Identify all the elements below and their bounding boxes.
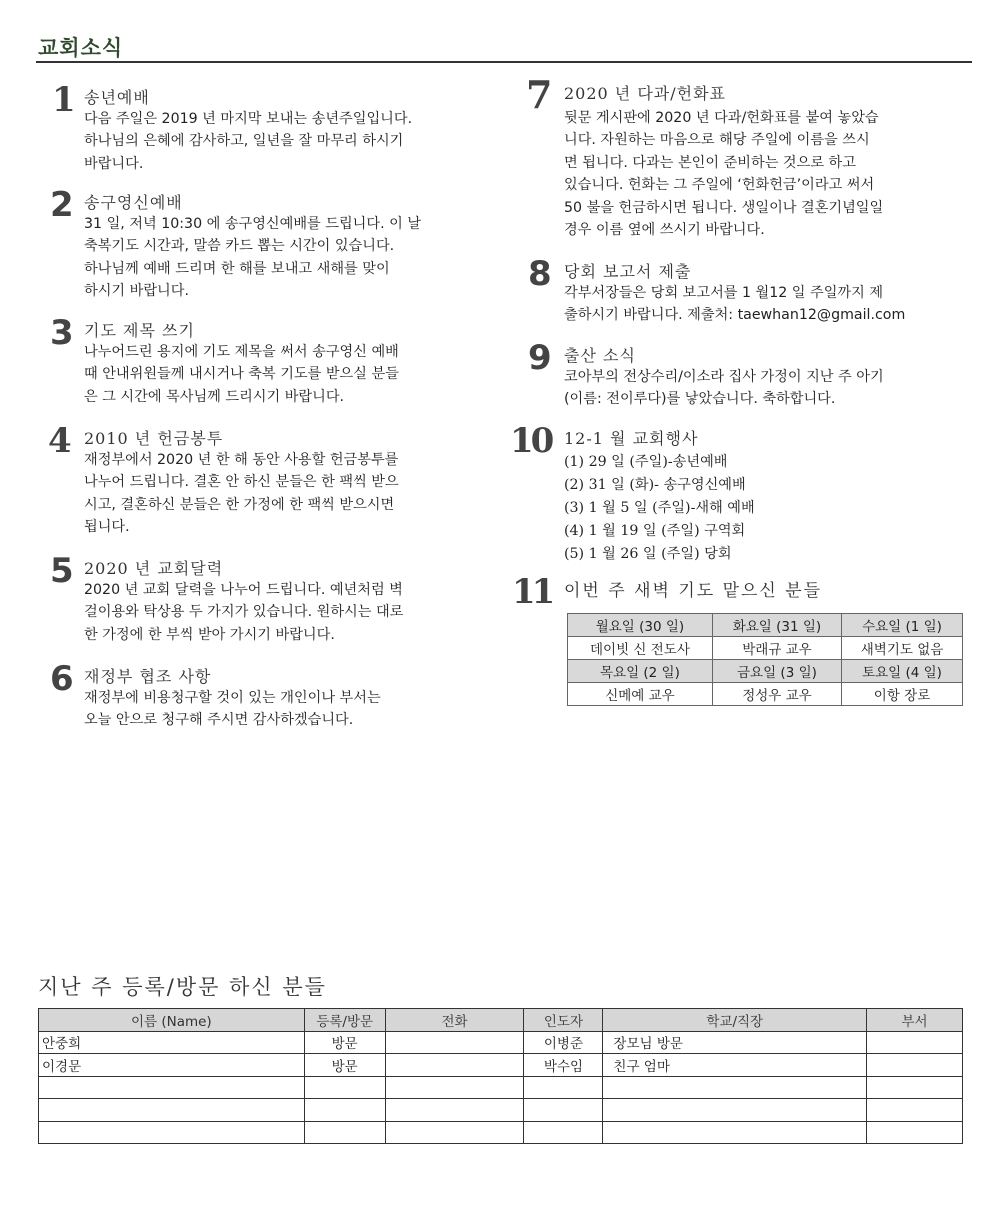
column-header-guide: 인도자 (524, 1009, 603, 1032)
item-body: 31 일, 저녁 10:30 에 송구영신예배를 드립니다. 이 날 축복기도 시간과, 말씀 카드 뽑는 시간이 있습니다. 하나님께 예배 드리며 한 해를 보내고 새해를 맞이 하시기 바랍니다. (84, 216, 422, 300)
item-body: 각부서장들은 당회 보고서를 1 월12 일 주일까지 제 출하시기 바랍니다. 제출처: taewhan12@gmail.com (564, 285, 906, 324)
item-body: 코아부의 전상수리/이소라 집사 가정이 지난 주 아기 (이름: 전이루다)를 낳았습니다. 축하합니다. (564, 369, 884, 408)
item-body: 뒷문 게시판에 2020 년 다과/헌화표를 붙여 놓았습 니다. 자원하는 마음으로 해당 주일에 이름을 쓰시 면 됩니다. 다과는 본인이 준비하는 것으로 하고 있습니다. 헌화는 그 주일에 ‘헌화헌금’이라고 써서 50 불을 헌금하시면 됩니다. 생일이나 결혼기념일일 경우 이름 옆에 쓰시기 바랍니다. (564, 110, 884, 239)
announcement-5 (50, 551, 500, 654)
item-number: 6 (50, 659, 74, 699)
visitor-name (39, 1076, 305, 1099)
event-item: (2) 31 일 (화)- 송구영신예배 (564, 477, 746, 493)
visitor-phone (385, 1076, 524, 1099)
prayer-leader-cell: 정성우 교우 (712, 683, 841, 706)
prayer-leader-row (568, 683, 963, 706)
visitor-guide (524, 1099, 603, 1122)
announcement-1 (52, 80, 502, 183)
item-number: 1 (52, 80, 76, 120)
visitor-department (867, 1054, 963, 1077)
visitor-school-work: 친구 엄마 (603, 1054, 867, 1077)
item-heading: 송구영신예배 (84, 193, 183, 212)
visitor-name: 이경문 (39, 1054, 305, 1077)
visitor-guide (524, 1076, 603, 1099)
item-heading: 이번 주 새벽 기도 맡으신 분들 (564, 581, 823, 601)
item-number: 8 (528, 254, 552, 294)
item-number: 7 (526, 72, 553, 117)
item-number: 5 (50, 551, 74, 591)
title-divider (36, 61, 972, 63)
announcement-7 (526, 72, 976, 248)
item-number: 10 (510, 421, 552, 461)
item-body: 재정부에 비용청구할 것이 있는 개인이나 부서는 오늘 안으로 청구해 주시면 감사하겠습니다. (84, 690, 381, 729)
visitor-phone (385, 1099, 524, 1122)
item-heading: 출산 소식 (564, 346, 636, 365)
visitor-phone (385, 1054, 524, 1077)
item-number: 9 (528, 338, 552, 378)
event-item: (5) 1 월 26 일 (주일) 당회 (564, 546, 732, 562)
table-row (39, 1076, 963, 1099)
visitor-school-work (603, 1076, 867, 1099)
item-number: 11 (512, 572, 552, 612)
item-heading: 재정부 협조 사항 (84, 667, 212, 686)
event-item: (4) 1 월 19 일 (주일) 구역회 (564, 523, 746, 539)
visitor-name (39, 1099, 305, 1122)
item-body: 다음 주일은 2019 년 마지막 보내는 송년주일입니다. 하나님의 은혜에 감사하고, 일년을 잘 마무리 하시기 바랍니다. (84, 111, 413, 172)
event-item: (1) 29 일 (주일)-송년예배 (564, 454, 728, 470)
prayer-day-row (568, 660, 963, 683)
prayer-day-cell: 목요일 (2 일) (568, 660, 713, 683)
visitor-department (867, 1121, 963, 1144)
visitor-name: 안중희 (39, 1031, 305, 1054)
column-header-status: 등록/방문 (304, 1009, 385, 1032)
table-row (39, 1031, 963, 1054)
prayer-leader-row (568, 637, 963, 660)
visitor-department (867, 1031, 963, 1054)
item-number: 3 (50, 313, 74, 353)
prayer-leader-cell: 새벽기도 없음 (842, 637, 963, 660)
column-header-phone: 전화 (385, 1009, 524, 1032)
visitor-department (867, 1076, 963, 1099)
visitor-guide: 박수임 (524, 1054, 603, 1077)
event-list (564, 451, 964, 566)
visitors-table (38, 1008, 963, 1144)
announcement-9 (528, 338, 978, 421)
prayer-day-row (568, 614, 963, 637)
prayer-leader-cell: 신메예 교우 (568, 683, 713, 706)
visitor-status (304, 1121, 385, 1144)
item-body: 나누어드린 용지에 기도 제목을 써서 송구영신 예배 때 안내위원들께 내시거나 축복 기도를 받으실 분들 은 그 시간에 목사님께 드리시기 바랍니다. (84, 344, 399, 405)
visitor-status (304, 1099, 385, 1122)
visitor-school-work: 장모님 방문 (603, 1031, 867, 1054)
visitor-guide (524, 1121, 603, 1144)
column-header-school-work: 학교/직장 (603, 1009, 867, 1032)
prayer-day-cell: 화요일 (31 일) (712, 614, 841, 637)
item-heading: 2020 년 다과/헌화표 (564, 84, 727, 103)
prayer-day-cell: 수요일 (1 일) (842, 614, 963, 637)
visitor-school-work (603, 1099, 867, 1122)
table-row (39, 1121, 963, 1144)
announcement-6 (50, 659, 500, 742)
visitors-header-row (39, 1009, 963, 1032)
announcement-10 (510, 421, 970, 574)
prayer-day-cell: 금요일 (3 일) (712, 660, 841, 683)
item-number: 2 (50, 185, 74, 225)
visitor-phone (385, 1031, 524, 1054)
item-body: 2020 년 교회 달력을 나누어 드립니다. 예년처럼 벽 걸이용와 탁상용 두 가지가 있습니다. 원하시는 대로 한 가정에 한 부씩 받아 가시기 바랍니다. (84, 582, 404, 643)
column-header-name: 이름 (Name) (39, 1009, 305, 1032)
visitor-school-work (603, 1121, 867, 1144)
visitor-department (867, 1099, 963, 1122)
table-row (39, 1054, 963, 1077)
visitor-status (304, 1076, 385, 1099)
visitor-status: 방문 (304, 1031, 385, 1054)
item-heading: 2010 년 헌금봉투 (84, 429, 224, 448)
item-number: 4 (48, 421, 72, 461)
visitor-phone (385, 1121, 524, 1144)
prayer-day-cell: 토요일 (4 일) (842, 660, 963, 683)
item-heading: 12-1 월 교회행사 (564, 429, 699, 448)
item-heading: 기도 제목 쓰기 (84, 321, 195, 340)
item-body: 재정부에서 2020 년 한 해 동안 사용할 헌금봉투를 나누어 드립니다. 결혼 안 하신 분들은 한 팩씩 받으 시고, 결혼하신 분들은 한 가정에 한 팩씩 받으시면 됩니다. (84, 452, 399, 536)
announcement-8 (528, 254, 978, 337)
visitors-title: 지난 주 등록/방문 하신 분들 (38, 975, 327, 999)
prayer-leader-cell: 이항 장로 (842, 683, 963, 706)
prayer-leader-cell: 박래규 교우 (712, 637, 841, 660)
column-header-department: 부서 (867, 1009, 963, 1032)
visitor-status: 방문 (304, 1054, 385, 1077)
item-heading: 2020 년 교회달력 (84, 559, 224, 578)
prayer-day-cell: 월요일 (30 일) (568, 614, 713, 637)
visitor-guide: 이병준 (524, 1031, 603, 1054)
table-row (39, 1099, 963, 1122)
announcement-11 (512, 572, 972, 612)
announcement-4 (48, 421, 500, 544)
prayer-leader-cell: 데이빗 신 전도사 (568, 637, 713, 660)
item-heading: 송년예배 (84, 88, 150, 107)
announcement-2 (50, 185, 500, 308)
announcement-3 (50, 313, 500, 416)
dawn-prayer-table (567, 613, 963, 706)
event-item: (3) 1 월 5 일 (주일)-새해 예배 (564, 500, 755, 516)
visitor-name (39, 1121, 305, 1144)
item-heading: 당회 보고서 제출 (564, 262, 692, 281)
page-title: 교회소식 (38, 36, 124, 60)
